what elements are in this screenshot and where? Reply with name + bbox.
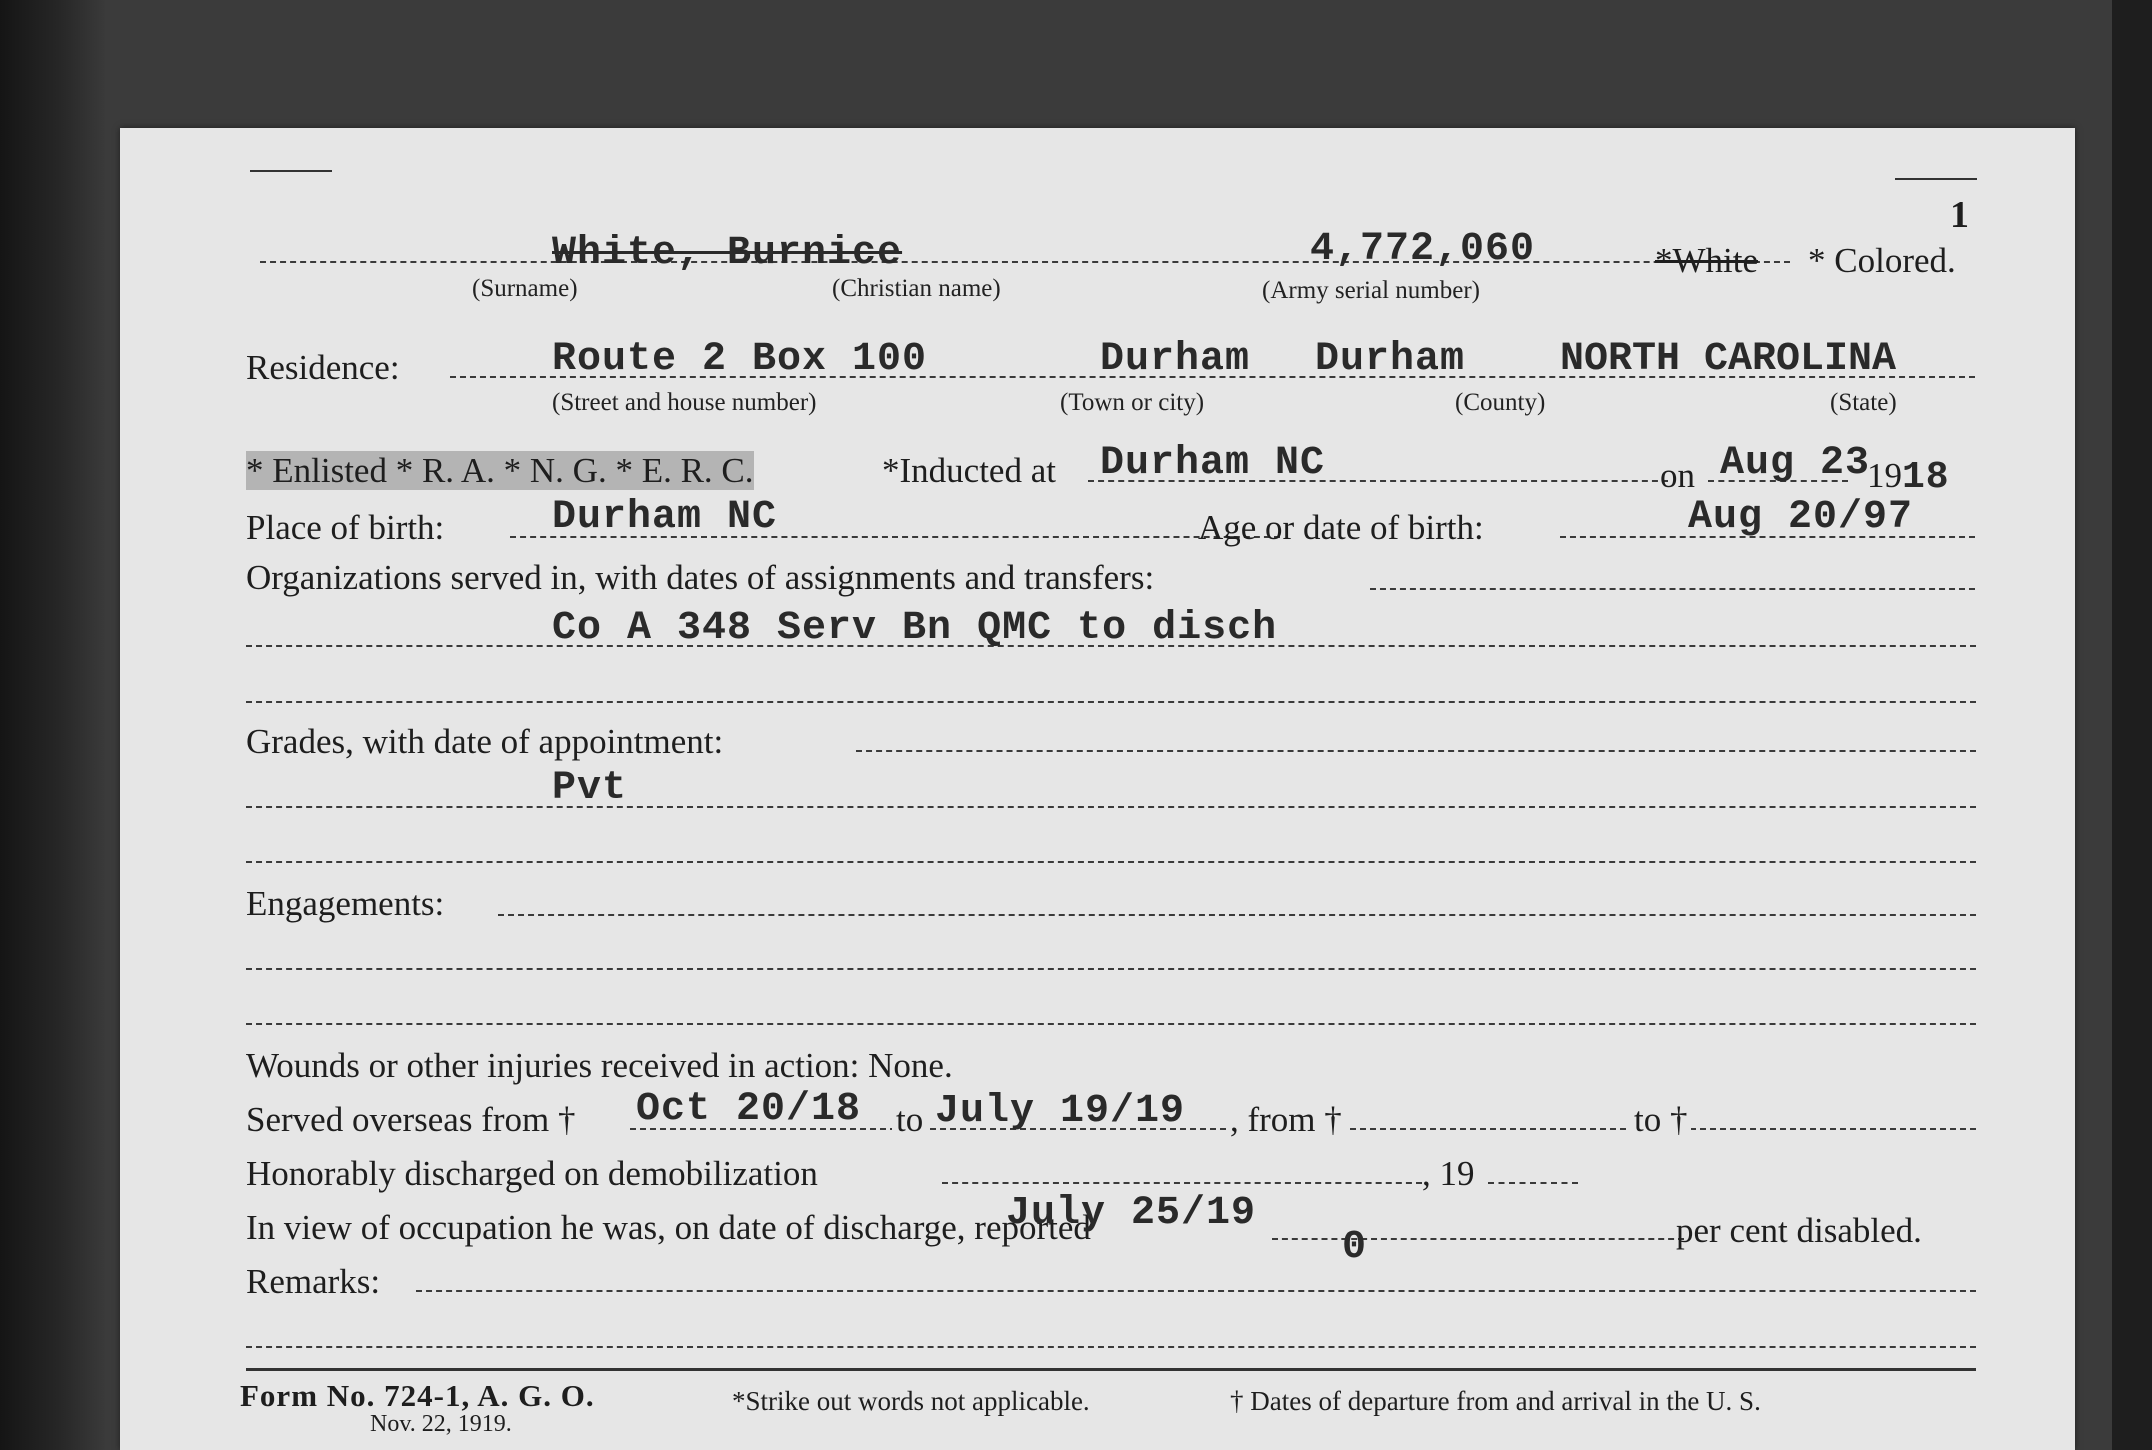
disability-suffix: per cent disabled. (1676, 1211, 1922, 1250)
engagements-line-2 (246, 968, 1976, 970)
disability-value: 0 (1342, 1225, 1368, 1270)
grades-line-2 (246, 806, 1976, 808)
enlistment-options (246, 453, 754, 488)
engagements-line-3 (246, 1023, 1976, 1025)
form-date: Nov. 22, 1919. (370, 1411, 512, 1437)
name-line (260, 261, 1790, 263)
residence-label: Residence: (246, 348, 400, 387)
residence-town: Durham (1100, 337, 1251, 382)
inducted-year-suffix: 18 (1902, 456, 1950, 499)
county-caption: (County) (1455, 389, 1546, 416)
overseas-to-label: to (892, 1102, 927, 1137)
service-record-card (120, 128, 2075, 1450)
overseas-label: Served overseas from † (246, 1100, 576, 1139)
top-left-rule (250, 170, 332, 172)
age-label: Age or date of birth: (1198, 508, 1484, 547)
town-caption: (Town or city) (1060, 389, 1205, 416)
discharge-year-line (1488, 1182, 1578, 1184)
disability-line (1272, 1238, 1684, 1240)
inducted-at: Durham NC (1100, 441, 1326, 486)
grades-label: Grades, with date of appointment: (246, 722, 724, 761)
engagements-label: Engagements: (246, 884, 445, 923)
surname-caption: (Surname) (472, 275, 578, 302)
residence-state: NORTH CAROLINA (1560, 337, 1897, 382)
discharge-year-label: , 19 (1422, 1154, 1475, 1193)
state-caption: (State) (1830, 389, 1897, 416)
film-edge-right (2112, 0, 2152, 1450)
grades-line-1 (856, 750, 1976, 752)
residence-street: Route 2 Box 100 (552, 337, 928, 382)
organizations-line-3 (246, 701, 1976, 703)
christian-name-caption: (Christian name) (832, 275, 1001, 302)
inducted-year-prefix: 19 (1867, 456, 1902, 495)
overseas-to-1: July 19/19 (935, 1089, 1186, 1134)
enlistment-options-text: * Enlisted * R. A. * N. G. * E. R. C. (246, 451, 754, 490)
place-of-birth: Durham NC (552, 495, 778, 540)
street-caption: (Street and house number) (552, 389, 817, 416)
serial-caption: (Army serial number) (1262, 277, 1480, 304)
dagger-note: † Dates of departure from and arrival in the U. S. (1230, 1386, 1761, 1416)
overseas-to-2-label: to † (1630, 1102, 1691, 1137)
engagements-line-1 (498, 914, 1976, 916)
residence-county: Durham (1315, 337, 1466, 382)
disability-label: In view of occupation he was, on date of discharge, reported (246, 1208, 1091, 1247)
organizations-label: Organizations served in, with dates of assignments and transfers: (246, 558, 1155, 597)
strike-out-note: *Strike out words not applicable. (732, 1386, 1090, 1416)
inducted-on-label: on (1660, 456, 1695, 495)
discharge-date: July 25/19 (1006, 1191, 1257, 1236)
army-serial-number: 4,772,060 (1310, 227, 1536, 272)
top-right-rule (1895, 178, 1977, 180)
film-edge-left (0, 0, 105, 1450)
race-white: *White (1655, 241, 1759, 280)
discharge-line (942, 1182, 1422, 1184)
remarks-line-2 (246, 1346, 1976, 1348)
overseas-from-1: Oct 20/18 (636, 1087, 862, 1132)
inducted-year (1867, 458, 1950, 497)
overseas-from-2-label: , from † (1230, 1102, 1346, 1137)
page-number: 1 (1950, 194, 1969, 236)
grade-value: Pvt (552, 766, 628, 811)
inducted-label: *Inducted at (882, 451, 1056, 490)
form-number: Form No. 724-1, A. G. O. (240, 1378, 595, 1413)
footer-rule (246, 1368, 1976, 1371)
wounds-label: Wounds or other injuries received in action: None. (246, 1046, 953, 1085)
inducted-date: Aug 23 (1720, 441, 1871, 486)
discharge-label: Honorably discharged on demobilization (246, 1154, 818, 1193)
race-colored: * Colored. (1808, 241, 1956, 280)
remarks-line-1 (416, 1290, 1976, 1292)
organizations-line-1 (1370, 588, 1975, 590)
date-of-birth: Aug 20/97 (1688, 495, 1914, 540)
remarks-label: Remarks: (246, 1262, 381, 1301)
grades-line-3 (246, 861, 1976, 863)
soldier-name: White, Burnice (552, 231, 903, 276)
organizations-value: Co A 348 Serv Bn QMC to disch (552, 606, 1278, 651)
place-of-birth-label: Place of birth: (246, 508, 445, 547)
